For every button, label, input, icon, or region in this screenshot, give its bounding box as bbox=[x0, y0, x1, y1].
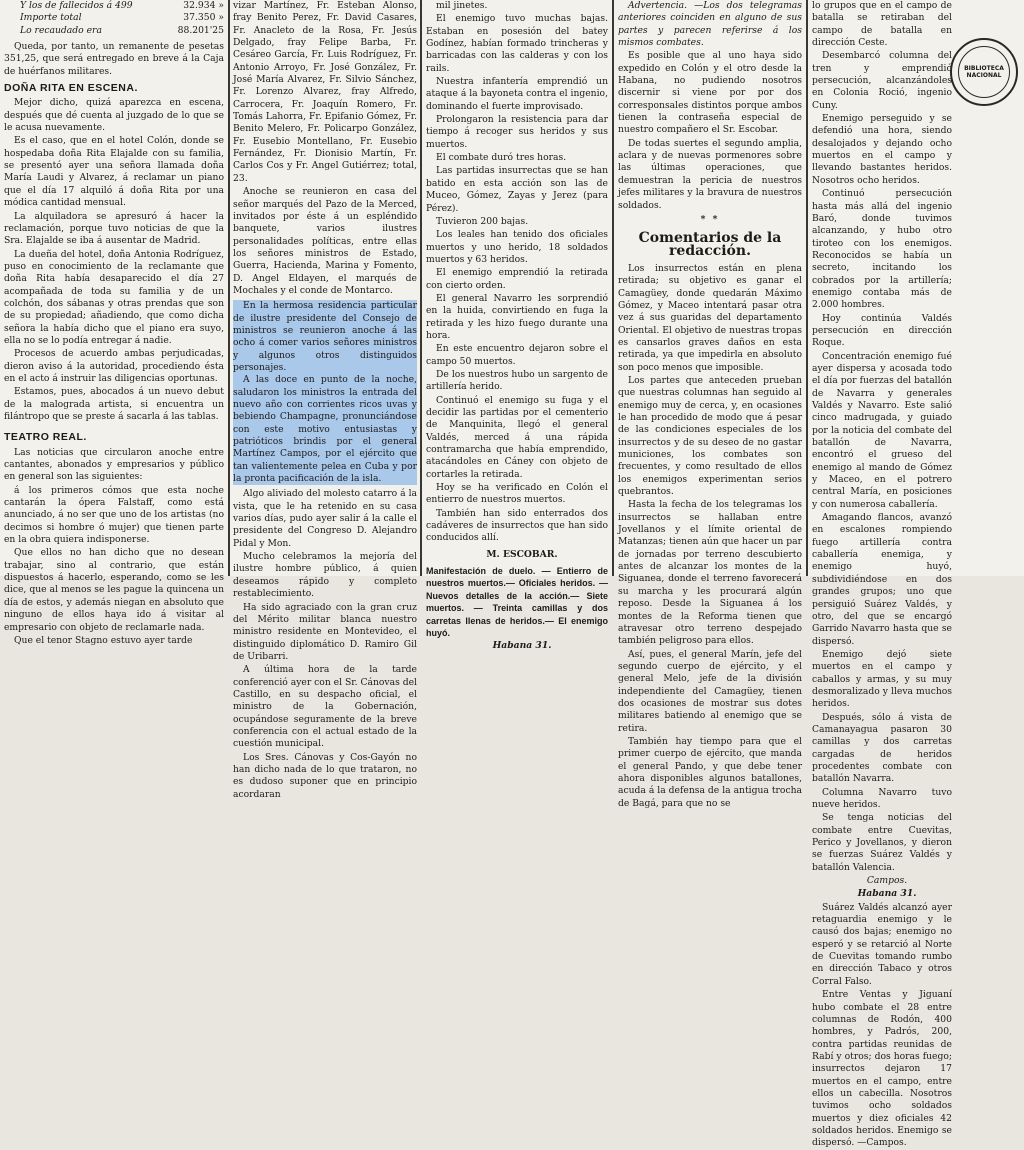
highlighted-selection[interactable] bbox=[233, 300, 417, 485]
paragraph: Ha sido agraciado con la gran cruz del Mérito militar blanca nuestro ministro residente en Montevideo, el distinguido diplomático D. Ramiro Gil de Uribarri. bbox=[233, 601, 417, 662]
paragraph: Mejor dicho, quizá aparezca en escena, después que dé cuenta al juzgado de lo que se le acusa nuevamente. bbox=[4, 97, 224, 134]
paragraph: Desembarcó columna del tren y emprendió persecución, alcanzándoles en Colonia Roció, ingenio Cuny. bbox=[812, 50, 952, 111]
library-stamp bbox=[950, 38, 1018, 106]
paragraph: Se tenga noticias del combate entre Cuevitas, Perico y Jovellanos, y dieron se fuerzas Suárez Valdés y batallón Valencia. bbox=[812, 812, 952, 873]
column-4 bbox=[618, 0, 802, 809]
paragraph: Los partes que anteceden prueban que nuestras columnas han seguido al enemigo muy de cerca, y, en ocasiones le han procedido de modo que á pesar de las condiciones especiales de los insurrectos y de su deseo de no gastar municiones, los combates son frecuentes, y como resultado de ellos los enemigos experimentan serios quebrantos. bbox=[618, 374, 802, 498]
column-3 bbox=[426, 0, 608, 652]
signature: M. ESCOBAR. bbox=[486, 548, 558, 560]
paragraph: El enemigo tuvo muchas bajas. Estaban en posesión del batey Godínez, habían formado trincheras y barricadas con las calderas y con los rails. bbox=[426, 13, 608, 74]
column-5 bbox=[812, 0, 952, 1149]
paragraph: De los nuestros hubo un sargento de artillería herido. bbox=[426, 368, 608, 393]
paragraph: Suárez Valdés alcanzó ayer retaguardia enemigo y le causó dos bajas; enemigo no esperó y se retarció al Norte de Cuevitas tomando rumbo en dirección Tabaco y otros Corral Falso. bbox=[812, 901, 952, 987]
paragraph: Anoche se reunieron en casa del señor marqués del Pazo de la Merced, invitados por éste á un espléndido banquete, varios ilustres personalidades políticas, entre ellas los señores ministros de Estado, Guerra, Hacienda, Marina y Fomento, D. Angel Eldayen, el marqués de Mochales y el conde de Montarco. bbox=[233, 186, 417, 296]
paragraph: De todas suertes el segundo amplia, aclara y de nuevas pormenores sobre las últimas operaciones, que demuestran la pericia de nuestros jefes militares y la bravura de nuestros soldados. bbox=[618, 137, 802, 211]
dateline: Habana 31. bbox=[492, 640, 552, 652]
paragraph: Hasta la fecha de los telegramas los insurrectos se hallaban entre Jovellanos y el límite oriental de Matanzas; tienen aún que hacer un par de jornadas por terreno descubierto antes de alcanzar los montes de la Siguanea, donde el terreno favorecerá su marcha y les procurará algún reposo. Desde la Siguanea á los montes de la Reforma tienen que atravesar otro terreno despejado también peligroso para ellos. bbox=[618, 499, 802, 647]
paragraph: Es posible que al uno haya sido expedido en Colón y el otro desde la Habana, no pudiendo nosotros discernir si viene por por dos corresponsales distintos porque ambos tienen la contraseña especial de nuestro compañero el Sr. Escobar. bbox=[618, 50, 802, 136]
paragraph: La dueña del hotel, doña Antonia Rodríguez, puso en conocimiento de la reclamante que doña Rita había desaparecido el día 27 acompañada de toda su familia y de un colchón, dos sábanas y otras prendas que son de su propiedad; añadiendo, que como dicha señora la había dicho que el piano era suyo, ella no se lo podía entregar á nadie. bbox=[4, 248, 224, 346]
paragraph: mil jinetes. bbox=[436, 0, 488, 11]
paragraph: El enemigo emprendió la retirada con cierto orden. bbox=[426, 267, 608, 291]
section-heading: TEATRO REAL. bbox=[4, 431, 87, 444]
paragraph: Advertencia. —Los dos telegramas anteriores coinciden en alguno de sus partes y parecen referirse á los mismos combates. bbox=[618, 0, 802, 49]
paragraph: Procesos de acuerdo ambas perjudicadas, dieron aviso á la autoridad, procediendo ésta en el acto á instruir las diligencias oportunas. bbox=[4, 348, 224, 384]
paragraph: El general Navarro les sorprendió en la huida, convirtiendo en fuga la retirada y les hizo fuego durante una hora. bbox=[426, 292, 608, 341]
paragraph: También hay tiempo para que el primer cuerpo de ejército, que manda el general Pando, y que debe tener ahora disponibles algunos batallones, acuda á la defensa de la antigua trocha de Bagá, para que no se bbox=[618, 735, 802, 809]
table-label: Y los de fallecidos á 499 bbox=[20, 0, 133, 11]
paragraph: Nuestra infantería emprendió un ataque á la bayoneta contra el ingenio, dominando el fuerte improvisado. bbox=[426, 76, 608, 112]
paragraph: Entre Ventas y Jiguaní hubo combate el 28 entre columnas de Rodón, 400 hombres, y Padrós, 200, contra partidas reunidas de Rabí y otros; dos horas fuego; insurrectos dejaron 17 muertos en el campo, entre ellos un cabecilla. Nosotros tuvimos ocho soldados muertos y diez oficiales 42 soldados heridos. Enemigo se dispersó. —Campos. bbox=[812, 989, 952, 1149]
column-rule bbox=[420, 0, 422, 576]
paragraph: Así, pues, el general Marín, jefe del segundo cuerpo de ejército, y el general Melo, jefe de la división independiente del Camagüey, tienen dos ocasiones de mostrar sus dotes militares batiendo al enemigo que se retira. bbox=[618, 648, 802, 734]
paragraph: Prolongaron la resistencia para dar tiempo á recoger sus heridos y sus muertos. bbox=[426, 114, 608, 150]
paragraph: A las doce en punto de la noche, saludaron los ministros la entrada del nuevo año con corrientes ricos uvas y bebiendo Champagne, pronunciándose con este motivo entusiastas y patrióticos brindis por el general Martínez Campos, por el ejército que tan valientemente pelea en Cuba y por la pronta pacificación de la isla. bbox=[233, 374, 417, 485]
separator-stars: * * bbox=[700, 213, 720, 225]
paragraph: Mucho celebramos la mejoría del ilustre hombre público, á quien deseamos rápido y completo restablecimiento. bbox=[233, 551, 417, 600]
dateline: Habana 31. bbox=[857, 888, 917, 900]
paragraph: Que el tenor Stagno estuvo ayer tarde bbox=[14, 634, 193, 646]
paragraph: Los Sres. Cánovas y Cos-Gayón no han dicho nada de lo que trataron, no es dudoso suponer que en principio acordaran bbox=[233, 751, 417, 800]
paragraph: La alquiladora se apresuró á hacer la reclamación, porque tuvo noticias de que la Sra. Elajalde se iba á ausentar de Madrid. bbox=[4, 210, 224, 247]
paragraph: Después, sólo á vista de Camanayagua pasaron 30 camillas y dos carretas cargadas de heridos procedentes combate con batallón Navarra. bbox=[812, 711, 952, 785]
paragraph: Las noticias que circularon anoche entre cantantes, abonados y empresarios y público en general son las siguientes: bbox=[4, 446, 224, 483]
paragraph: Amagando flancos, avanzó en escalones rompiendo fuego artillería contra caballería enemiga, y enemigo huyó, subdividiéndose en dos grandes grupos; uno que persiguió Suárez Valdés, y otro, del que se encargó Garrido Navarro hasta que se dispersó. bbox=[812, 512, 952, 647]
paragraph: vizar Martínez, Fr. Esteban Alonso, fray Benito Perez, Fr. David Casares, Fr. Anacleto de la Rosa, Fr. Jesús Delgado, fray Felipe Barba, Fr. Cesáreo García, Fr. Luis Rodríguez, Fr. Antonio Arroyo, Fr. José González, Fr. José María Alvarez, Fr. Silvio Sánchez, Fr. Lorenzo Alvarez, fray Alfredo, Carrocera, Fr. Joaquín Romero, Fr. Tomás Lahorra, Fr. Epifanio Gómez, Fr. Benito Melero, Fr. Policarpo González, Fr. Eusebio Montellano, Fr. Eusebio Fernández, Fr. Dionisio Martín, Fr. Carlos Cos y Fr. Angel Gutiérrez; total, 23. bbox=[233, 0, 417, 184]
paragraph: Enemigo dejó siete muertos en el campo y caballos y armas, y su muy desmoralizado y lleva muchos heridos. bbox=[812, 648, 952, 710]
paragraph: Estamos, pues, abocados á un nuevo debut de la malograda artista, si encuentra un filántropo que se preste á sacarla á las tablas. bbox=[4, 386, 224, 422]
paragraph: lo grupos que en el campo de batalla se retiraban del campo de batalla en dirección Ceste. bbox=[812, 0, 952, 49]
column-rule bbox=[612, 0, 614, 576]
paragraph: Hoy se ha verificado en Colón el entierro de nuestros muertos. bbox=[426, 482, 608, 506]
paragraph: Algo aliviado del molesto catarro á la vista, que le ha retenido en su casa varios días, pudo ayer salir á la calle el presidente del Congreso D. Alejandro Pidal y Mon. bbox=[233, 488, 417, 549]
section-heading: Comentarios de la redacción. bbox=[638, 230, 782, 259]
table-value: 37.350 » bbox=[183, 12, 224, 24]
table-row bbox=[4, 12, 224, 24]
summary: Manifestación de duelo. — Entierro de nuestros muertos.— Oficiales heridos. — Nuevos detalles de la acción.— Siete muertos. — Treinta camillas y dos carretas llenas de heridos.— El enemigo huyó. bbox=[426, 566, 608, 638]
paragraph: Columna Navarro tuvo nueve heridos. bbox=[812, 786, 952, 810]
paragraph: Que ellos no han dicho que no desean trabajar, sino al contrario, que están dispuestos á hacerlo, esperando, como se les dice, que al menos se les pague la quincena un día de estos, y además niegan en absoluto que ninguno de ellos haya ido á visitar al empresario con objeto de reclamarle nada. bbox=[4, 547, 224, 633]
paragraph: En la hermosa residencia particular de ilustre presidente del Consejo de ministros se reunieron anoche á las ocho á comer varios señores ministros y algunos otros distinguidos personajes. bbox=[233, 300, 417, 373]
paragraph: A última hora de la tarde conferenció ayer con el Sr. Cánovas del Castillo, en su despacho oficial, el ministro de la Gobernación, ocupándose seguramente de la breve conferencia con el actual estado de la cuestión municipal. bbox=[233, 664, 417, 750]
table-value: 32.934 » bbox=[183, 0, 224, 11]
table-row bbox=[4, 0, 224, 12]
paragraph: Queda, por tanto, un remanente de pesetas 351,25, que será entregado en breve á la Caja de huérfanos militares. bbox=[4, 41, 224, 77]
paragraph: Los insurrectos están en plena retirada; su objetivo es ganar el Camagüey, donde quedarán Máximo Gómez, y Maceo intentará pasar otra vez á sus guaridas del departamento Oriental. El objetivo de nuestras tropas es cansarlos graves daños en esta retirada, ya que impedirla en absoluto son poco menos que imposible. bbox=[618, 262, 802, 373]
paragraph: Los leales han tenido dos oficiales muertos y uno herido, 18 soldados muertos y 63 heridos. bbox=[426, 229, 608, 265]
paragraph: En este encuentro dejaron sobre el campo 50 muertos. bbox=[426, 343, 608, 367]
signature: Campos. bbox=[866, 875, 908, 887]
paragraph: También han sido enterrados dos cadáveres de insurrectos que han sido conducidos allí. bbox=[426, 507, 608, 544]
paragraph: Continuó el enemigo su fuga y el decidir las partidas por el cementerio de Manquinita, llegó el general Valdés, merced á una rápida contramarcha que había emprendido, atacándoles en Cáney con objeto de cortarles la retirada. bbox=[426, 394, 608, 480]
stamp-text: BIBLIOTECA NACIONAL bbox=[958, 46, 1010, 98]
paragraph: Hoy continúa Valdés persecución en dirección Roque. bbox=[812, 312, 952, 349]
column-rule bbox=[806, 0, 808, 576]
paragraph: Concentración enemigo fué ayer dispersa y acosada todo el día por fuerzas del batallón de Navarra y generales Valdés y Navarro. Este salió cinco madrugada, y guiado por la noticia del combate del batallón de Navarra, encontró el grueso del enemigo al mando de Gómez y Maceo, en el potrero central María, en posiciones y con numerosa caballería. bbox=[812, 350, 952, 510]
table-row bbox=[4, 25, 224, 37]
paragraph: Enemigo perseguido y se defendió una hora, siendo desalojados y dejando ocho muertos en el campo y llevando bastantes heridos. Nosotros ocho heridos. bbox=[812, 113, 952, 186]
paragraph: El combate duró tres horas. bbox=[436, 152, 567, 164]
column-2 bbox=[233, 0, 417, 800]
paragraph: Continuó persecución hasta más allá del ingenio Baró, donde tuvimos alcanzando, y hubo otro tiroteo con los enemigos. Reconocidos se había un secreto, incitando los cobrados por la artillería; enemigo contaba más de 2.000 hombres. bbox=[812, 188, 952, 311]
table-label: Importe total bbox=[20, 12, 82, 24]
column-rule bbox=[228, 0, 230, 576]
paragraph: á los primeros cómos que esta noche cantarán la ópera Falstaff, como está anunciado, á no ser que uno de los artistas (no decimos si hombre ó mujer) que tienen parte en la obra quiera indisponerse. bbox=[4, 484, 224, 546]
section-heading: DOÑA RITA EN ESCENA. bbox=[4, 82, 138, 95]
paragraph: Tuvieron 200 bajas. bbox=[436, 215, 529, 227]
table-label: Lo recaudado era bbox=[20, 24, 102, 36]
paragraph: Es el caso, que en el hotel Colón, donde se hospedaba doña Rita Elajalde con su familia, se presentó ayer una señora llamada doña María Laudi y Alvarez, á reclamar un piano que el día 17 alquiló á doña Rita por una módica cantidad mensual. bbox=[4, 135, 224, 209]
column-1 bbox=[4, 0, 224, 646]
table-value: 88.201'25 bbox=[177, 24, 224, 36]
paragraph: Las partidas insurrectas que se han batido en esta acción son las de Muceo, Gómez, Zayas y Jerez (para Pérez). bbox=[426, 165, 608, 214]
